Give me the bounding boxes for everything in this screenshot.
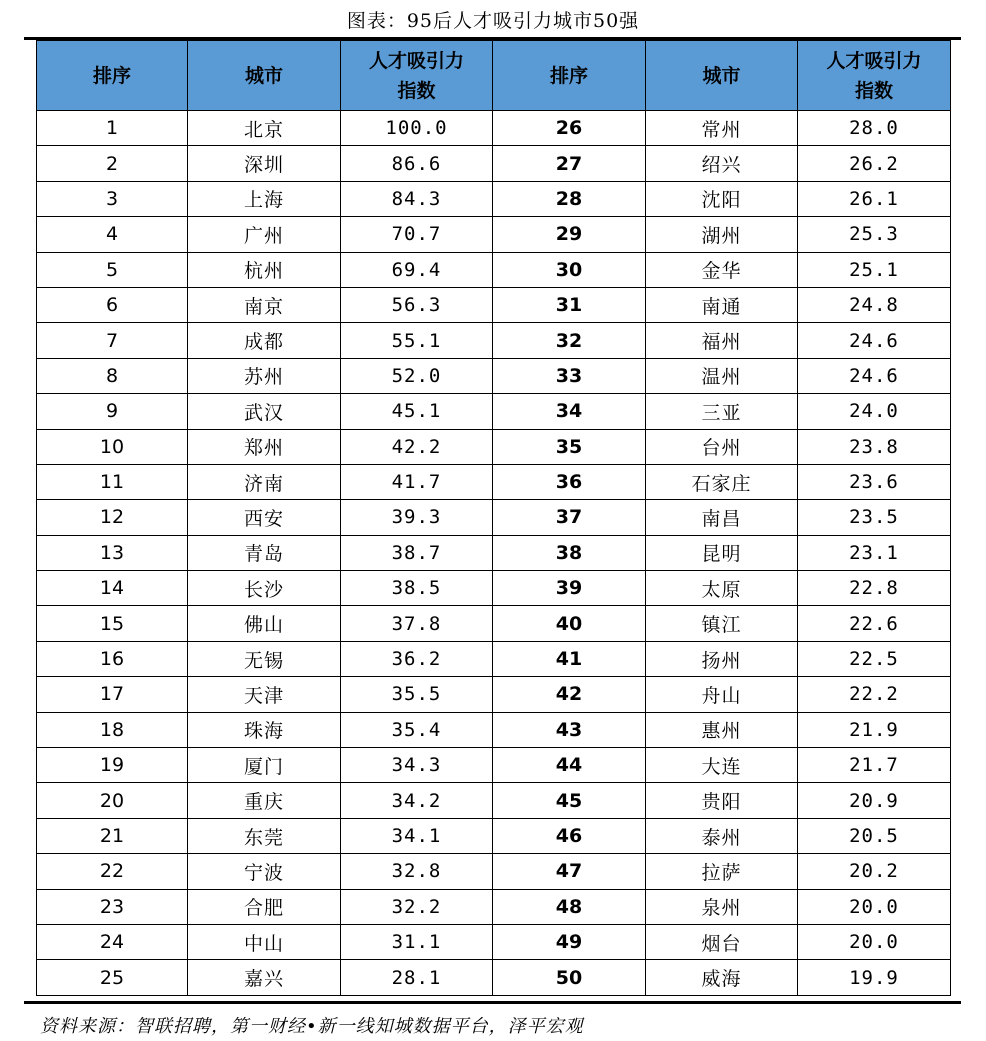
rank-cell: 26: [493, 111, 646, 146]
rank-cell: 4: [37, 217, 188, 252]
city-cell: 南通: [646, 287, 798, 322]
city-cell: 泉州: [646, 889, 798, 924]
rank-cell: 48: [493, 889, 646, 924]
table-row: [37, 358, 951, 393]
table-row: [37, 960, 951, 995]
index-cell: 42.2: [341, 429, 493, 464]
rank-cell: 28: [493, 181, 646, 216]
index-cell: 86.6: [341, 146, 493, 181]
index-cell: 52.0: [341, 358, 493, 393]
table-row: [37, 571, 951, 606]
rank-cell: 20: [37, 783, 188, 818]
index-cell: 26.2: [798, 146, 951, 181]
index-cell: 45.1: [341, 394, 493, 429]
city-cell: 佛山: [188, 606, 341, 641]
city-cell: 湖州: [646, 217, 798, 252]
rank-cell: 35: [493, 429, 646, 464]
index-cell: 23.1: [798, 535, 951, 570]
index-cell: 32.2: [341, 889, 493, 924]
city-cell: 无锡: [188, 641, 341, 676]
city-cell: 大连: [646, 748, 798, 783]
table-row: [37, 677, 951, 712]
rank-cell: 6: [37, 287, 188, 322]
rank-cell: 7: [37, 323, 188, 358]
bottom-rule: [24, 1001, 961, 1004]
city-cell: 苏州: [188, 358, 341, 393]
city-cell: 三亚: [646, 394, 798, 429]
rank-cell: 40: [493, 606, 646, 641]
table-row: [37, 783, 951, 818]
header-index-line2: 指数: [854, 79, 893, 102]
table-row: [37, 748, 951, 783]
city-cell: 中山: [188, 924, 341, 959]
rank-cell: 21: [37, 818, 188, 853]
city-cell: 广州: [188, 217, 341, 252]
index-cell: 28.0: [798, 111, 951, 146]
index-cell: 38.7: [341, 535, 493, 570]
rank-cell: 25: [37, 960, 188, 995]
header-index-line1: 人才吸引力: [826, 49, 922, 72]
index-cell: 25.3: [798, 217, 951, 252]
rank-cell: 23: [37, 889, 188, 924]
city-cell: 长沙: [188, 571, 341, 606]
rank-cell: 12: [37, 500, 188, 535]
table-row: [37, 535, 951, 570]
city-cell: 成都: [188, 323, 341, 358]
table-body: [37, 111, 951, 996]
table-row: [37, 712, 951, 747]
city-cell: 昆明: [646, 535, 798, 570]
index-cell: 32.8: [341, 854, 493, 889]
city-cell: 沈阳: [646, 181, 798, 216]
rank-cell: 33: [493, 358, 646, 393]
rank-cell: 9: [37, 394, 188, 429]
index-cell: 21.7: [798, 748, 951, 783]
rank-cell: 1: [37, 111, 188, 146]
header-rank-right: 排序: [493, 41, 646, 111]
rank-cell: 10: [37, 429, 188, 464]
header-index-left: [341, 41, 493, 111]
index-cell: 36.2: [341, 641, 493, 676]
index-cell: 19.9: [798, 960, 951, 995]
rank-cell: 19: [37, 748, 188, 783]
table-row: [37, 924, 951, 959]
rank-cell: 11: [37, 464, 188, 499]
table-row: [37, 394, 951, 429]
index-cell: 25.1: [798, 252, 951, 287]
city-cell: 青岛: [188, 535, 341, 570]
city-cell: 嘉兴: [188, 960, 341, 995]
index-cell: 31.1: [341, 924, 493, 959]
index-cell: 34.1: [341, 818, 493, 853]
city-cell: 重庆: [188, 783, 341, 818]
index-cell: 26.1: [798, 181, 951, 216]
rank-cell: 46: [493, 818, 646, 853]
index-cell: 20.2: [798, 854, 951, 889]
city-cell: 深圳: [188, 146, 341, 181]
city-cell: 威海: [646, 960, 798, 995]
table-row: [37, 464, 951, 499]
city-cell: 温州: [646, 358, 798, 393]
table-row: [37, 889, 951, 924]
rank-cell: 49: [493, 924, 646, 959]
rank-cell: 41: [493, 641, 646, 676]
rank-cell: 45: [493, 783, 646, 818]
city-cell: 烟台: [646, 924, 798, 959]
city-cell: 宁波: [188, 854, 341, 889]
city-cell: 南昌: [646, 500, 798, 535]
rank-cell: 5: [37, 252, 188, 287]
city-cell: 杭州: [188, 252, 341, 287]
index-cell: 41.7: [341, 464, 493, 499]
index-cell: 22.5: [798, 641, 951, 676]
city-ranking-table: [36, 40, 951, 996]
header-index-line1: 人才吸引力: [368, 49, 464, 72]
table-row: [37, 217, 951, 252]
index-cell: 23.8: [798, 429, 951, 464]
index-cell: 24.0: [798, 394, 951, 429]
city-cell: 西安: [188, 500, 341, 535]
index-cell: 23.6: [798, 464, 951, 499]
index-cell: 24.6: [798, 358, 951, 393]
rank-cell: 17: [37, 677, 188, 712]
city-cell: 拉萨: [646, 854, 798, 889]
city-cell: 绍兴: [646, 146, 798, 181]
city-cell: 北京: [188, 111, 341, 146]
rank-cell: 27: [493, 146, 646, 181]
index-cell: 35.5: [341, 677, 493, 712]
index-cell: 22.8: [798, 571, 951, 606]
city-cell: 郑州: [188, 429, 341, 464]
city-cell: 金华: [646, 252, 798, 287]
rank-cell: 3: [37, 181, 188, 216]
table-row: [37, 181, 951, 216]
table-row: [37, 323, 951, 358]
table-row: [37, 252, 951, 287]
city-cell: 东莞: [188, 818, 341, 853]
index-cell: 22.2: [798, 677, 951, 712]
rank-cell: 39: [493, 571, 646, 606]
city-cell: 天津: [188, 677, 341, 712]
rank-cell: 18: [37, 712, 188, 747]
city-cell: 扬州: [646, 641, 798, 676]
city-cell: 台州: [646, 429, 798, 464]
table-row: [37, 641, 951, 676]
header-city-left: 城市: [188, 41, 341, 111]
city-cell: 合肥: [188, 889, 341, 924]
city-cell: 济南: [188, 464, 341, 499]
table-row: [37, 606, 951, 641]
city-cell: 福州: [646, 323, 798, 358]
header-rank-left: 排序: [37, 41, 188, 111]
index-cell: 84.3: [341, 181, 493, 216]
index-cell: 34.2: [341, 783, 493, 818]
rank-cell: 29: [493, 217, 646, 252]
table-row: [37, 429, 951, 464]
city-cell: 贵阳: [646, 783, 798, 818]
index-cell: 35.4: [341, 712, 493, 747]
city-cell: 厦门: [188, 748, 341, 783]
rank-cell: 36: [493, 464, 646, 499]
header-city-right: 城市: [646, 41, 798, 111]
index-cell: 39.3: [341, 500, 493, 535]
table-row: [37, 111, 951, 146]
index-cell: 34.3: [341, 748, 493, 783]
rank-cell: 8: [37, 358, 188, 393]
source-note: 资料来源：智联招聘，第一财经•新一线知城数据平台，泽平宏观: [40, 1016, 584, 1037]
header-row: [37, 41, 951, 111]
table-row: [37, 854, 951, 889]
table-row: [37, 146, 951, 181]
header-index-right: [798, 41, 951, 111]
index-cell: 22.6: [798, 606, 951, 641]
city-cell: 珠海: [188, 712, 341, 747]
rank-cell: 38: [493, 535, 646, 570]
rank-cell: 22: [37, 854, 188, 889]
city-cell: 南京: [188, 287, 341, 322]
table-title: 图表：95后人才吸引力城市50强: [346, 10, 640, 32]
rank-cell: 42: [493, 677, 646, 712]
city-cell: 石家庄: [646, 464, 798, 499]
index-cell: 21.9: [798, 712, 951, 747]
rank-cell: 50: [493, 960, 646, 995]
rank-cell: 30: [493, 252, 646, 287]
index-cell: 23.5: [798, 500, 951, 535]
city-cell: 常州: [646, 111, 798, 146]
index-cell: 20.5: [798, 818, 951, 853]
table-row: [37, 500, 951, 535]
rank-cell: 47: [493, 854, 646, 889]
rank-cell: 24: [37, 924, 188, 959]
index-cell: 28.1: [341, 960, 493, 995]
index-cell: 55.1: [341, 323, 493, 358]
index-cell: 56.3: [341, 287, 493, 322]
header-index-line2: 指数: [397, 79, 436, 102]
index-cell: 24.8: [798, 287, 951, 322]
rank-cell: 16: [37, 641, 188, 676]
rank-cell: 15: [37, 606, 188, 641]
index-cell: 24.6: [798, 323, 951, 358]
rank-cell: 34: [493, 394, 646, 429]
rank-cell: 31: [493, 287, 646, 322]
rank-cell: 32: [493, 323, 646, 358]
rank-cell: 37: [493, 500, 646, 535]
city-cell: 镇江: [646, 606, 798, 641]
rank-cell: 13: [37, 535, 188, 570]
city-cell: 武汉: [188, 394, 341, 429]
index-cell: 100.0: [341, 111, 493, 146]
index-cell: 37.8: [341, 606, 493, 641]
city-cell: 舟山: [646, 677, 798, 712]
index-cell: 20.9: [798, 783, 951, 818]
rank-cell: 14: [37, 571, 188, 606]
index-cell: 20.0: [798, 924, 951, 959]
index-cell: 69.4: [341, 252, 493, 287]
table-row: [37, 818, 951, 853]
index-cell: 38.5: [341, 571, 493, 606]
index-cell: 20.0: [798, 889, 951, 924]
city-cell: 泰州: [646, 818, 798, 853]
rank-cell: 2: [37, 146, 188, 181]
rank-cell: 43: [493, 712, 646, 747]
city-cell: 惠州: [646, 712, 798, 747]
rank-cell: 44: [493, 748, 646, 783]
city-cell: 太原: [646, 571, 798, 606]
table-row: [37, 287, 951, 322]
index-cell: 70.7: [341, 217, 493, 252]
city-cell: 上海: [188, 181, 341, 216]
